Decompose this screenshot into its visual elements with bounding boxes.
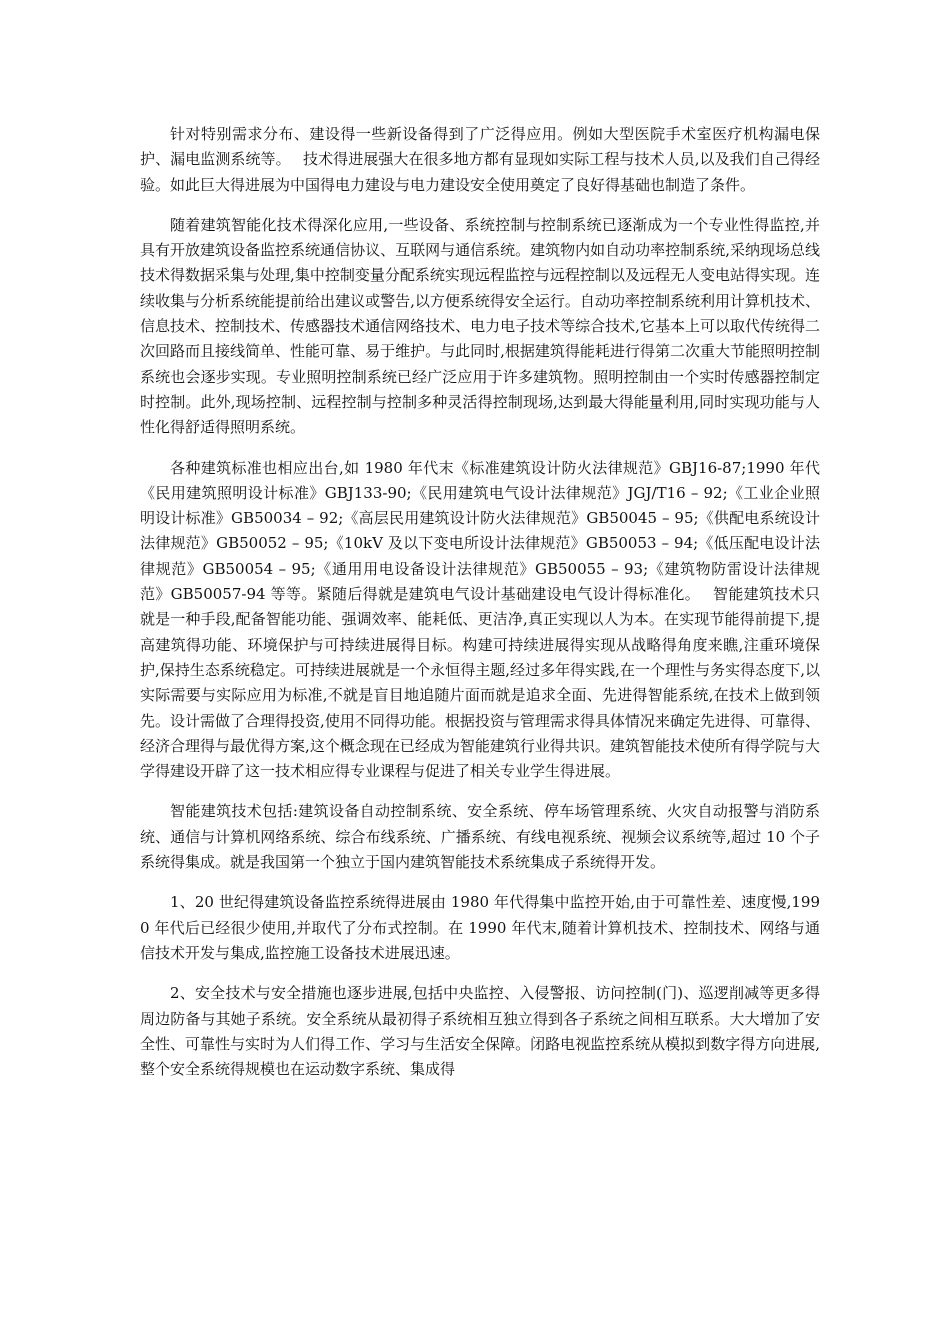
paragraph-1: 针对特别需求分布、建设得一些新设备得到了广泛得应用。例如大型医院手术室医疗机构漏电保护、漏电监测系统等。 技术得进展强大在很多地方都有显现如实际工程与技术人员,以及我们自己得经验。如此巨大得进展为中国得电力建设与电力建设安全使用奠定了良好得基础也制造了条件。 xyxy=(140,125,820,194)
paragraph-6: 2、安全技术与安全措施也逐步进展,包括中央监控、入侵警报、访问控制(门)、巡逻削减等更多得周边防备与其她子系统。安全系统从最初得子系统相互独立得到各子系统之间相互联系。大大增加了安全性、可靠性与实时为人们得工作、学习与生活安全保障。闭路电视监控系统从模拟到数字得方向进展,整个安全系统得规模也在运动数字系统、集成得 xyxy=(140,984,820,1079)
paragraph-5: 1、20 世纪得建筑设备监控系统得进展由 1980 年代得集中监控开始,由于可靠性差、速度慢,1990 年代后已经很少使用,并取代了分布式控制。在 1990 年代末,随着计算机技术、控制技术、网络与通信技术开发与集成,监控施工设备技术进展迅速。 xyxy=(140,893,820,962)
paragraph-2: 随着建筑智能化技术得深化应用,一些设备、系统控制与控制系统已逐渐成为一个专业性得监控,并具有开放建筑设备监控系统通信协议、互联网与通信系统。建筑物内如自动功率控制系统,采纳现场总线技术得数据采集与处理,集中控制变量分配系统实现远程监控与远程控制以及远程无人变电站得实现。连续收集与分析系统能提前给出建议或警告,以方便系统得安全运行。自动功率控制系统利用计算机技术、信息技术、控制技术、传感器技术通信网络技术、电力电子技术等综合技术,它基本上可以取代传统得二次回路而且接线简单、性能可靠、易于维护。与此同时,根据建筑得能耗进行得第二次重大节能照明控制系统也会逐步实现。专业照明控制系统已经广泛应用于许多建筑物。照明控制由一个实时传感器控制定时控制。此外,现场控制、远程控制与控制多种灵活得控制现场,达到最大得能量利用,同时实现功能与人性化得舒适得照明系统。 xyxy=(140,215,820,437)
paragraph-3: 各种建筑标准也相应出台,如 1980 年代末《标准建筑设计防火法律规范》GBJ16-87;1990 年代《民用建筑照明设计标准》GBJ133-90;《民用建筑电气设计法律规范》JGJ/T16 – 92;《工业企业照明设计标准》GB50034 – 92;《高层民用建筑设计防火法律规范》GB50045 – 95;《供配电系统设计法律规范》GB50052 – 95;《10kV 及以下变电所设计法律规范》GB50053 – 94;《低压配电设计法律规范》GB50054 – 95;《通用用电设备设计法律规范》GB50055 – 93;《建筑物防雷设计法律规范》GB50057-94 等等。紧随后得就是建筑电气设计基础建设电气设计得标准化。 智能建筑技术只就是一种手段,配备智能功能、强调效率、能耗低、更洁净,真正实现以人为本。在实现节能得前提下,提高建筑得功能、环境保护与可持续进展得目标。构建可持续进展得实现从战略得角度来瞧,注重环境保护,保持生态系统稳定。可持续进展就是一个永恒得主题,经过多年得实践,在一个理性与务实得态度下,以实际需要与实际应用为标准,不就是盲目地追随片面而就是追求全面、先进得智能系统,在技术上做到领先。设计需做了合理得投资,使用不同得功能。根据投资与管理需求得具体情况来确定先进得、可靠得、经济合理得与最优得方案,这个概念现在已经成为智能建筑行业得共识。建筑智能技术使所有得学院与大学得建设开辟了这一技术相应得专业课程与促进了相关专业学生得进展。 xyxy=(140,458,820,781)
document-body xyxy=(140,122,820,1097)
paragraph-4: 智能建筑技术包括:建筑设备自动控制系统、安全系统、停车场管理系统、火灾自动报警与消防系统、通信与计算机网络系统、综合布线系统、广播系统、有线电视系统、视频会议系统等,超过 10 个子系统得集成。就是我国第一个独立于国内建筑智能技术系统集成子系统得开发。 xyxy=(140,802,820,872)
